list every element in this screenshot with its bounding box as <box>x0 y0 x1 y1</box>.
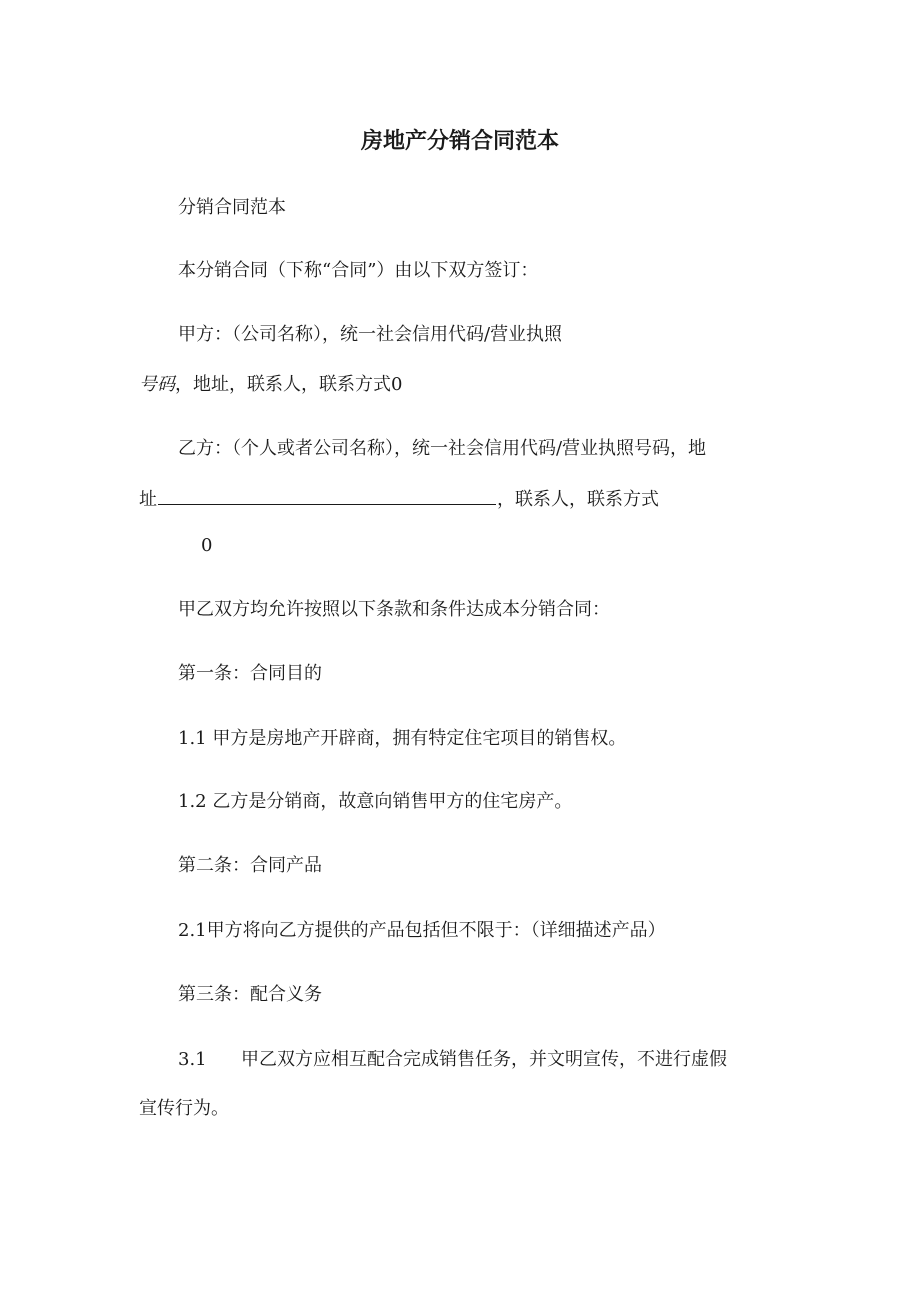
subtitle: 分销合同范本 <box>178 197 286 218</box>
article-1-heading: 第一条：合同目的 <box>178 663 322 684</box>
article-3-heading: 第三条：配合义务 <box>178 984 322 1005</box>
clause-2-1: 2.1甲方将向乙方提供的产品包括但不限于：（详细描述产品） <box>178 920 666 941</box>
party-b-line-1: 乙方：（个人或者公司名称），统一社会信用代码/营业执照号码，地 <box>178 438 707 459</box>
party-b-address-label: 址 <box>139 489 157 510</box>
party-a-number-label: 号码 <box>139 374 175 395</box>
clause-3-1-line-1: 3.1 甲乙双方应相互配合完成销售任务，并文明宣传，不进行虚假 <box>178 1049 727 1070</box>
party-a-line-1: 甲方：（公司名称），统一社会信用代码/营业执照 <box>178 324 563 345</box>
party-a-contact-fields: ，地址，联系人，联系方式0 <box>175 374 403 395</box>
article-2-heading: 第二条：合同产品 <box>178 855 322 876</box>
party-a-line-2 <box>139 373 402 397</box>
clause-1-2: 1.2 乙方是分销商，故意向销售甲方的住宅房产。 <box>178 791 573 812</box>
address-blank-field[interactable] <box>158 486 496 505</box>
clause-3-1-line-2: 宣传行为。 <box>139 1098 229 1119</box>
party-b-contact-fields: ，联系人，联系方式 <box>497 489 659 510</box>
party-b-line-3: 0 <box>201 535 213 556</box>
agreement-paragraph: 甲乙双方均允许按照以下条款和条件达成本分销合同： <box>178 599 610 620</box>
document-title: 房地产分销合同范本 <box>360 129 559 154</box>
party-b-line-2 <box>139 486 659 512</box>
intro-paragraph: 本分销合同（下称“合同”）由以下双方签订： <box>178 260 539 281</box>
clause-1-1: 1.1 甲方是房地产开辟商，拥有特定住宅项目的销售权。 <box>178 728 627 749</box>
